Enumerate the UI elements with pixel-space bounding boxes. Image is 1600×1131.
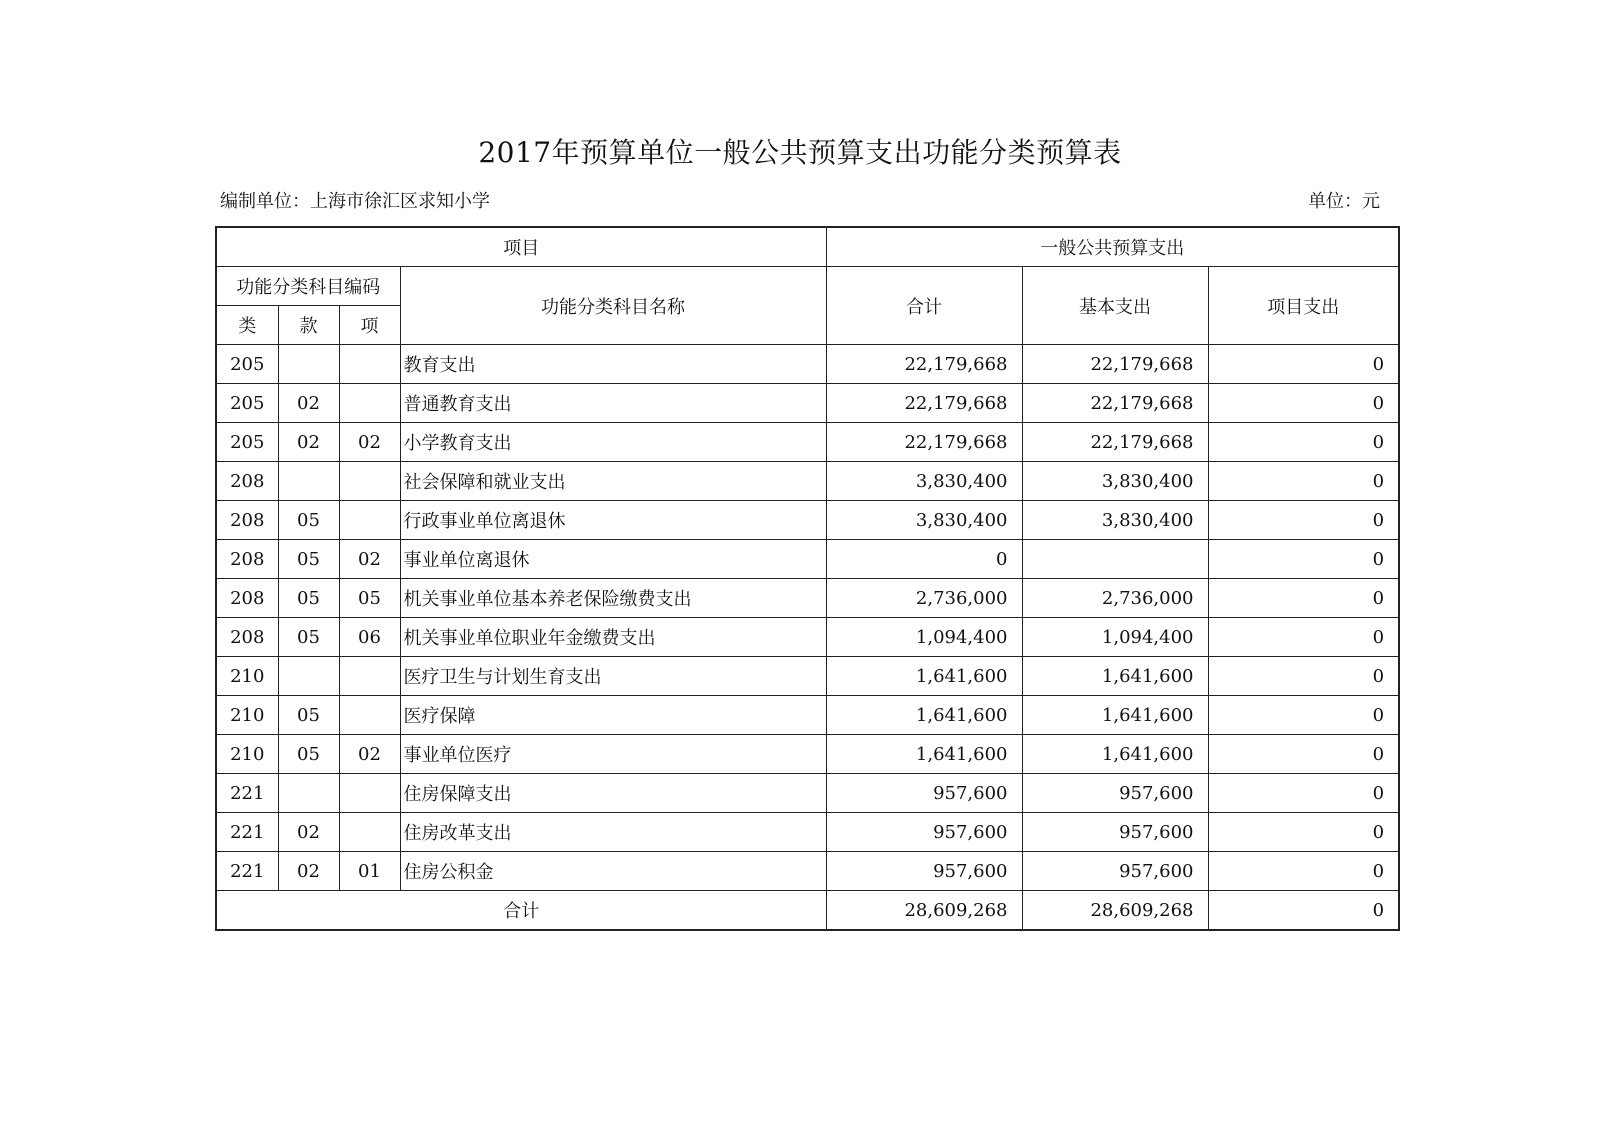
- header-lei: 类: [216, 306, 278, 345]
- cell-xiang: 06: [339, 618, 400, 657]
- cell-basic: [1022, 540, 1208, 579]
- cell-xiang: 01: [339, 852, 400, 891]
- table-row: [216, 579, 1399, 618]
- table-row: [216, 618, 1399, 657]
- cell-lei: 210: [216, 735, 278, 774]
- table-row: [216, 657, 1399, 696]
- cell-xiang: [339, 345, 400, 384]
- cell-project: 0: [1208, 657, 1399, 696]
- cell-name: 住房公积金: [400, 852, 826, 891]
- header-total: 合计: [826, 267, 1022, 345]
- cell-name: 普通教育支出: [400, 384, 826, 423]
- cell-total: 22,179,668: [826, 423, 1022, 462]
- cell-name: 住房保障支出: [400, 774, 826, 813]
- cell-xiang: [339, 462, 400, 501]
- table-row: [216, 735, 1399, 774]
- cell-name: 事业单位医疗: [400, 735, 826, 774]
- cell-basic: 957,600: [1022, 813, 1208, 852]
- cell-basic: 3,830,400: [1022, 501, 1208, 540]
- cell-kuan: [278, 345, 339, 384]
- cell-xiang: [339, 696, 400, 735]
- cell-name: 住房改革支出: [400, 813, 826, 852]
- cell-kuan: 02: [278, 813, 339, 852]
- cell-total: 1,094,400: [826, 618, 1022, 657]
- cell-name: 医疗保障: [400, 696, 826, 735]
- cell-name: 机关事业单位基本养老保险缴费支出: [400, 579, 826, 618]
- table-row: [216, 501, 1399, 540]
- cell-xiang: [339, 774, 400, 813]
- header-code-group: 功能分类科目编码: [216, 267, 400, 306]
- cell-lei: 205: [216, 423, 278, 462]
- cell-lei: 208: [216, 501, 278, 540]
- cell-total: 957,600: [826, 774, 1022, 813]
- footer-project: 0: [1208, 891, 1399, 931]
- footer-label: 合计: [216, 891, 826, 931]
- cell-total: 3,830,400: [826, 501, 1022, 540]
- cell-basic: 22,179,668: [1022, 423, 1208, 462]
- cell-kuan: 02: [278, 852, 339, 891]
- cell-name: 社会保障和就业支出: [400, 462, 826, 501]
- cell-project: 0: [1208, 774, 1399, 813]
- cell-basic: 1,094,400: [1022, 618, 1208, 657]
- cell-xiang: [339, 501, 400, 540]
- cell-project: 0: [1208, 852, 1399, 891]
- cell-total: 3,830,400: [826, 462, 1022, 501]
- cell-project: 0: [1208, 696, 1399, 735]
- header-kuan: 款: [278, 306, 339, 345]
- table-row: [216, 462, 1399, 501]
- cell-name: 行政事业单位离退休: [400, 501, 826, 540]
- cell-total: 0: [826, 540, 1022, 579]
- table-row: [216, 423, 1399, 462]
- cell-total: 22,179,668: [826, 384, 1022, 423]
- cell-xiang: 02: [339, 735, 400, 774]
- cell-basic: 957,600: [1022, 852, 1208, 891]
- cell-total: 957,600: [826, 852, 1022, 891]
- budget-table: [215, 226, 1400, 931]
- cell-total: 22,179,668: [826, 345, 1022, 384]
- cell-basic: 3,830,400: [1022, 462, 1208, 501]
- cell-xiang: [339, 384, 400, 423]
- table-row: [216, 345, 1399, 384]
- cell-kuan: [278, 462, 339, 501]
- cell-name: 机关事业单位职业年金缴费支出: [400, 618, 826, 657]
- table-row: [216, 696, 1399, 735]
- cell-basic: 22,179,668: [1022, 384, 1208, 423]
- cell-project: 0: [1208, 813, 1399, 852]
- header-basic: 基本支出: [1022, 267, 1208, 345]
- header-general-budget: 一般公共预算支出: [826, 227, 1399, 267]
- cell-lei: 221: [216, 852, 278, 891]
- cell-basic: 1,641,600: [1022, 657, 1208, 696]
- cell-basic: 2,736,000: [1022, 579, 1208, 618]
- header-project: 项目: [216, 227, 826, 267]
- table-row: [216, 813, 1399, 852]
- cell-total: 2,736,000: [826, 579, 1022, 618]
- cell-name: 小学教育支出: [400, 423, 826, 462]
- cell-kuan: [278, 657, 339, 696]
- table-body: [216, 345, 1399, 891]
- cell-project: 0: [1208, 579, 1399, 618]
- cell-kuan: 02: [278, 423, 339, 462]
- cell-kuan: 05: [278, 579, 339, 618]
- cell-project: 0: [1208, 423, 1399, 462]
- cell-xiang: 02: [339, 540, 400, 579]
- cell-lei: 208: [216, 579, 278, 618]
- table-row: [216, 540, 1399, 579]
- footer-total: 28,609,268: [826, 891, 1022, 931]
- cell-lei: 208: [216, 540, 278, 579]
- cell-lei: 221: [216, 813, 278, 852]
- cell-basic: 1,641,600: [1022, 735, 1208, 774]
- header-name: 功能分类科目名称: [400, 267, 826, 345]
- header-project-exp: 项目支出: [1208, 267, 1399, 345]
- cell-basic: 22,179,668: [1022, 345, 1208, 384]
- cell-lei: 208: [216, 462, 278, 501]
- cell-kuan: 05: [278, 501, 339, 540]
- currency-unit: 单位：元: [1308, 191, 1380, 212]
- page-title: 2017年预算单位一般公共预算支出功能分类预算表: [478, 136, 1122, 169]
- cell-project: 0: [1208, 462, 1399, 501]
- cell-project: 0: [1208, 345, 1399, 384]
- cell-project: 0: [1208, 618, 1399, 657]
- cell-basic: 1,641,600: [1022, 696, 1208, 735]
- cell-lei: 221: [216, 774, 278, 813]
- cell-xiang: 02: [339, 423, 400, 462]
- cell-project: 0: [1208, 384, 1399, 423]
- cell-name: 事业单位离退休: [400, 540, 826, 579]
- table-row: [216, 852, 1399, 891]
- cell-project: 0: [1208, 735, 1399, 774]
- cell-project: 0: [1208, 501, 1399, 540]
- table-row: [216, 774, 1399, 813]
- cell-lei: 208: [216, 618, 278, 657]
- cell-kuan: 05: [278, 540, 339, 579]
- compiling-unit: 编制单位：上海市徐汇区求知小学: [220, 191, 490, 212]
- cell-kuan: 05: [278, 696, 339, 735]
- cell-xiang: [339, 657, 400, 696]
- cell-total: 1,641,600: [826, 735, 1022, 774]
- cell-total: 957,600: [826, 813, 1022, 852]
- cell-lei: 205: [216, 345, 278, 384]
- cell-total: 1,641,600: [826, 657, 1022, 696]
- total-row: [216, 891, 1399, 931]
- cell-project: 0: [1208, 540, 1399, 579]
- footer-basic: 28,609,268: [1022, 891, 1208, 931]
- cell-name: 医疗卫生与计划生育支出: [400, 657, 826, 696]
- cell-xiang: 05: [339, 579, 400, 618]
- cell-kuan: [278, 774, 339, 813]
- cell-kuan: 05: [278, 735, 339, 774]
- cell-lei: 205: [216, 384, 278, 423]
- cell-xiang: [339, 813, 400, 852]
- cell-total: 1,641,600: [826, 696, 1022, 735]
- cell-lei: 210: [216, 657, 278, 696]
- cell-basic: 957,600: [1022, 774, 1208, 813]
- cell-kuan: 02: [278, 384, 339, 423]
- cell-lei: 210: [216, 696, 278, 735]
- cell-kuan: 05: [278, 618, 339, 657]
- cell-name: 教育支出: [400, 345, 826, 384]
- table-row: [216, 384, 1399, 423]
- header-xiang: 项: [339, 306, 400, 345]
